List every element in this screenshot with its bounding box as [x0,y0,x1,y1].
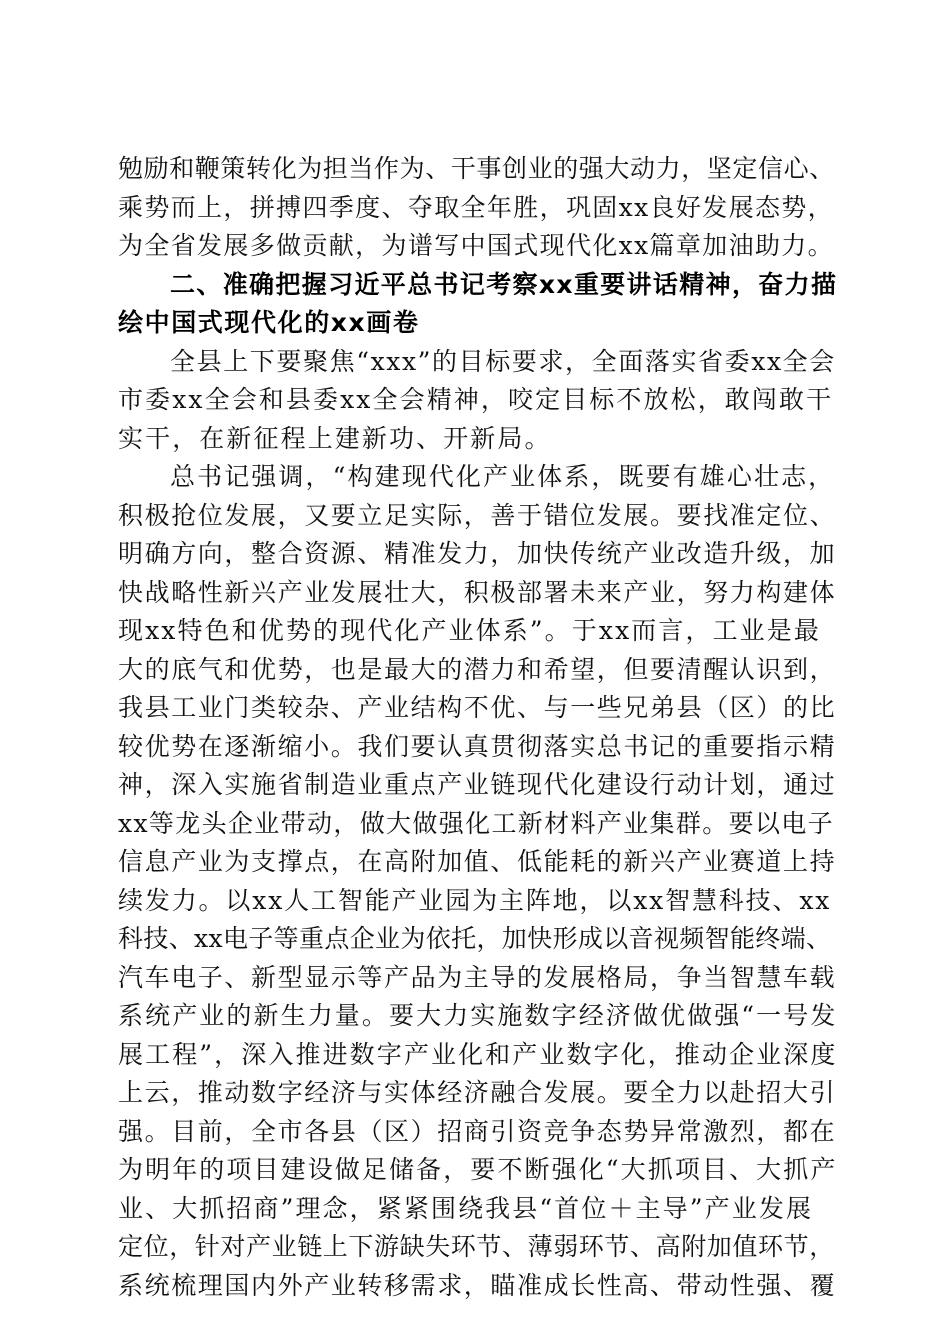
text-line: 大的底气和优势，也是最大的潜力和希望，但要清醒认识到， [118,654,837,684]
text-line: 乘势而上，拼搏四季度、夺取全年胜，巩固xx良好发展态势， [118,192,835,222]
text-line: 信息产业为支撑点，在高附加值、低能耗的新兴产业赛道上持 [118,847,837,876]
text-line: 较优势在逐渐缩小。我们要认真贯彻落实总书记的重要指示精 [118,731,837,761]
section-heading-line: 二、准确把握习近平总书记考察xx重要讲话精神，奋力描 [170,269,838,299]
text-line: 展工程”，深入推进数字产业化和产业数字化，推动企业深度 [118,1039,838,1069]
text-line: 市委xx全会和县委xx全会精神，咬定目标不放松，敢闯敢干 [118,385,834,414]
text-line: 续发力。以xx人工智能产业园为主阵地，以xx智慧科技、xx [118,885,832,915]
text-line: xx等龙头企业带动，做大做强化工新材料产业集群。要以电子 [118,808,835,838]
text-line: 快战略性新兴产业发展壮大，积极部署未来产业，努力构建体 [118,577,837,607]
section-heading-line: 绘中国式现代化的xx画卷 [118,308,420,337]
text-line: 定位，针对产业链上下游缺失环节、薄弱环节、高附加值环节， [118,1232,835,1261]
text-line: 明确方向，整合资源、精准发力，加快传统产业改造升级，加 [118,539,837,568]
text-line: 系统产业的新生力量。要大力实施数字经济做优做强“一号发 [118,1001,838,1030]
paragraph-start-line: 全县上下要聚焦“xxx”的目标要求，全面落实省委xx全会 [170,346,836,376]
text-line: 上云，推动数字经济与实体经济融合发展。要全力以赴招大引 [118,1078,837,1107]
text-line: 勉励和鞭策转化为担当作为、干事创业的强大动力，坚定信心、 [118,154,835,183]
text-line: 为全省发展多做贡献，为谱写中国式现代化xx篇章加油助力。 [118,231,835,260]
text-line: 系统梳理国内外产业转移需求，瞄准成长性高、带动性强、覆 [118,1270,837,1300]
text-line: 强。目前，全市各县（区）招商引资竞争态势异常激烈，都在 [118,1116,837,1146]
text-line: 神，深入实施省制造业重点产业链现代化建设行动计划，通过 [118,770,837,799]
text-line: 汽车电子、新型显示等产品为主导的发展格局，争当智慧车载 [118,962,837,992]
text-line: 科技、xx电子等重点企业为依托，加快形成以音视频智能终端、 [118,924,832,953]
text-line: 为明年的项目建设做足储备，要不断强化“大抓项目、大抓产 [118,1155,838,1184]
text-line: 业、大抓招商”理念，紧紧围绕我县“首位＋主导”产业发展 [118,1193,814,1223]
text-line: 积极抢位发展，又要立足实际，善于错位发展。要找准定位、 [118,500,837,530]
text-line: 我县工业门类较杂、产业结构不优、与一些兄弟县（区）的比 [118,693,837,722]
text-line: 实干，在新征程上建新功、开新局。 [118,423,552,453]
document-body [118,150,838,1305]
text-line: 现xx特色和优势的现代化产业体系”。于xx而言，工业是最 [118,616,821,645]
paragraph-start-line: 总书记强调，“构建现代化产业体系，既要有雄心壮志， [170,462,836,491]
